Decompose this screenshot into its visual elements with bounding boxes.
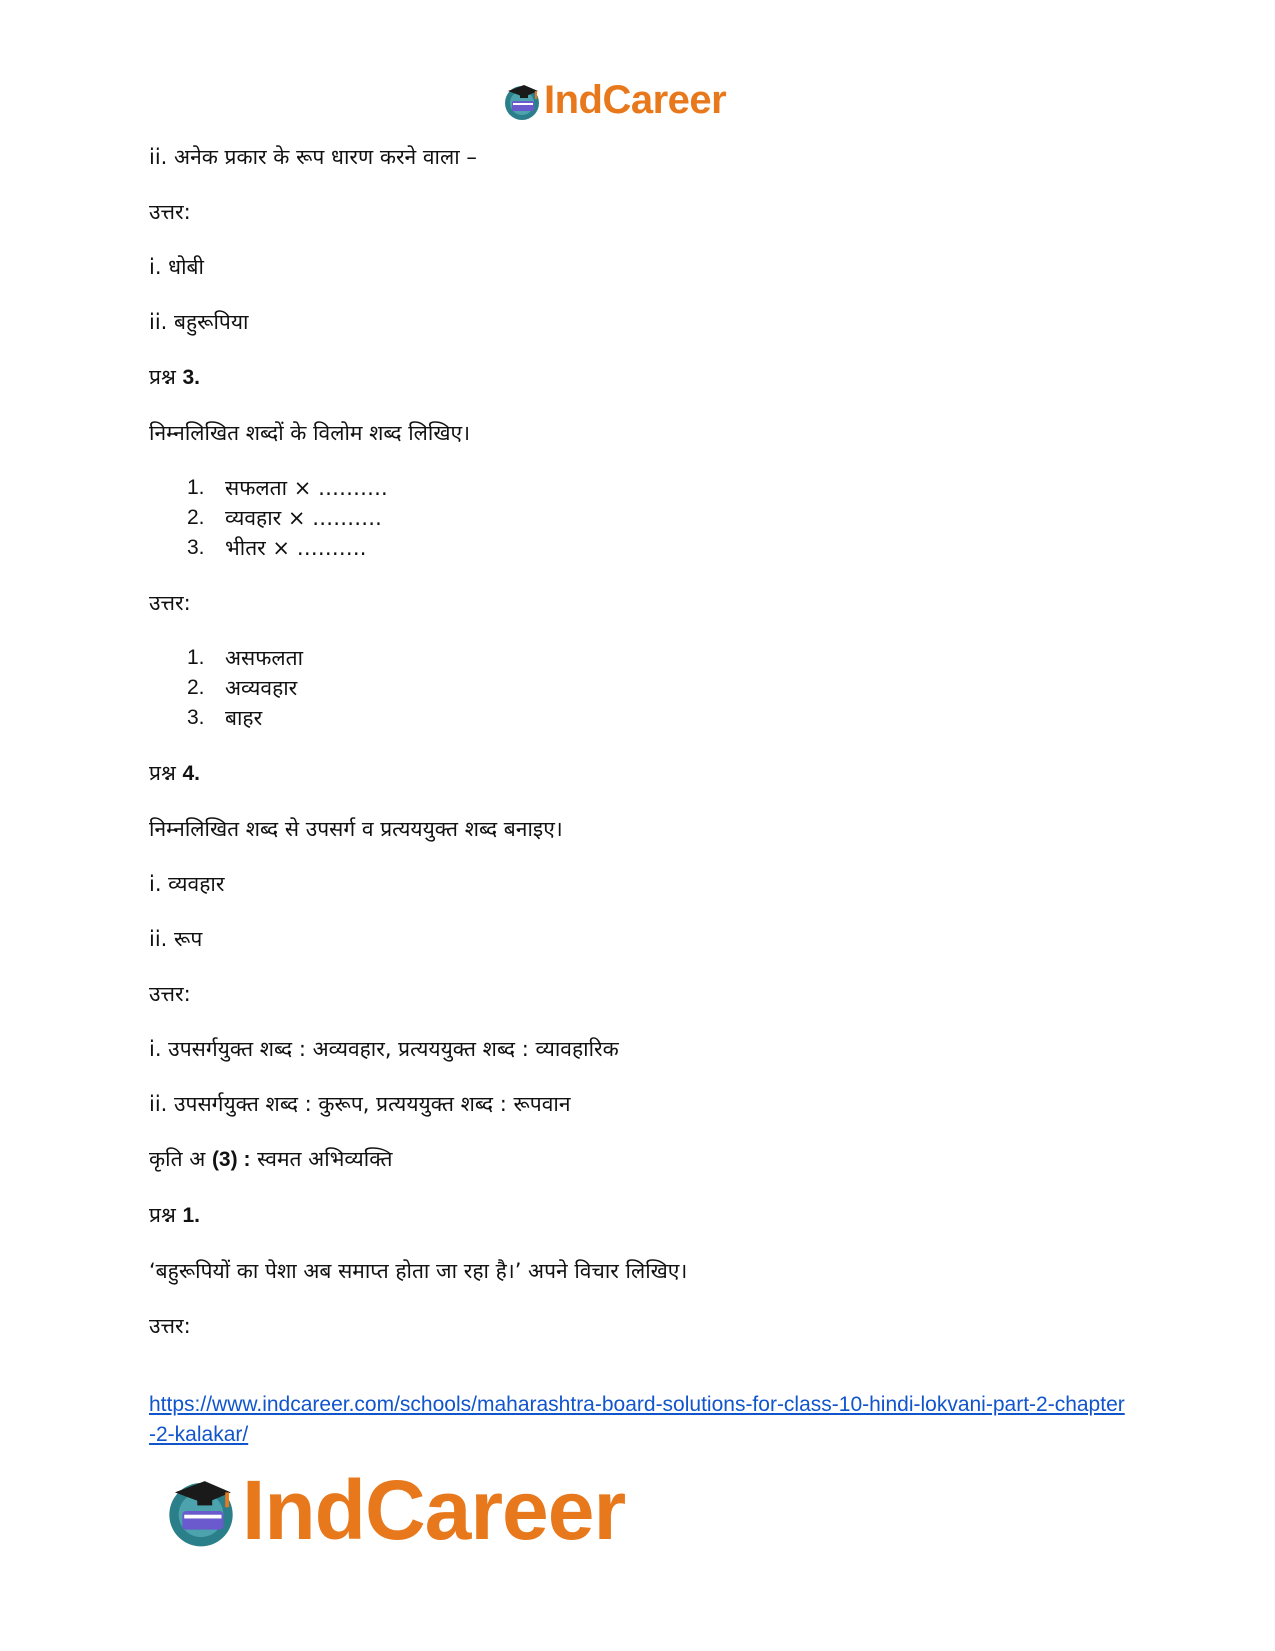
- list-text: अव्यवहार: [225, 676, 298, 700]
- list-text: असफलता: [225, 646, 304, 670]
- list-text: सफलता × ……….: [225, 476, 388, 500]
- question-1-heading: [149, 1200, 1149, 1231]
- question-number: 1.: [182, 1204, 200, 1227]
- list-index: 1.: [187, 646, 205, 669]
- list-item: [149, 673, 1149, 703]
- section-number: (3) :: [211, 1148, 251, 1171]
- list-index: 2.: [187, 676, 205, 699]
- footer-logo: [160, 1462, 625, 1559]
- question-number: 4.: [182, 762, 200, 785]
- question-3-heading: [149, 362, 1149, 393]
- question-label: प्रश्न: [149, 365, 183, 389]
- question-4-text: निम्नलिखित शब्द से उपसर्ग व प्रत्यययुक्त शब्द बनाइए।: [149, 817, 563, 841]
- graduation-globe-icon: [500, 79, 544, 123]
- list-item: [149, 503, 1149, 533]
- question-4-i: i. व्यवहार: [149, 872, 225, 896]
- list-item: [149, 473, 1149, 503]
- question-label: प्रश्न: [149, 761, 183, 785]
- answer-ii: ii. बहुरूपिया: [149, 310, 249, 334]
- answer-label: उत्तर:: [149, 591, 191, 615]
- list-text: व्यवहार × ……….: [225, 506, 382, 530]
- list-item: [149, 643, 1149, 673]
- section-title: स्वमत अभिव्यक्ति: [250, 1147, 393, 1171]
- question-3-answers: [149, 643, 1149, 733]
- logo-text: IndCareer: [544, 78, 727, 122]
- option-ii: ii. अनेक प्रकार के रूप धारण करने वाला –: [149, 145, 477, 169]
- section-prefix: कृति अ: [149, 1147, 212, 1171]
- question-number: 3.: [182, 366, 200, 389]
- section-heading: [149, 1144, 1149, 1175]
- list-index: 2.: [187, 506, 205, 529]
- source-link[interactable]: https://www.indcareer.com/schools/maharashtra-board-solutions-for-class-10-hindi-lokvani-part-2-chapter-2-kalakar/: [149, 1393, 1125, 1446]
- question-4-heading: [149, 758, 1149, 789]
- question-1-text: ‘बहुरूपियों का पेशा अब समाप्त होता जा रहा है।’ अपने विचार लिखिए।: [149, 1259, 688, 1283]
- question-4-answer-ii: ii. उपसर्गयुक्त शब्द : कुरूप, प्रत्यययुक्त शब्द : रूपवान: [149, 1092, 571, 1116]
- list-text: बाहर: [225, 706, 263, 730]
- answer-i: i. धोबी: [149, 255, 204, 279]
- question-3-text: निम्नलिखित शब्दों के विलोम शब्द लिखिए।: [149, 421, 471, 445]
- question-label: प्रश्न: [149, 1203, 183, 1227]
- list-item: [149, 533, 1149, 563]
- list-item: [149, 703, 1149, 733]
- header-logo: [500, 78, 726, 123]
- list-index: 1.: [187, 476, 205, 499]
- document-body: [149, 142, 1149, 1366]
- list-index: 3.: [187, 536, 205, 559]
- question-4-ii: ii. रूप: [149, 927, 203, 951]
- graduation-globe-icon: [160, 1470, 242, 1552]
- answer-label: उत्तर:: [149, 200, 191, 224]
- list-text: भीतर × ……….: [225, 536, 367, 560]
- answer-label: उत्तर:: [149, 982, 191, 1006]
- question-4-answer-i: i. उपसर्गयुक्त शब्द : अव्यवहार, प्रत्यययुक्त शब्द : व्यावहारिक: [149, 1037, 619, 1061]
- answer-label: उत्तर:: [149, 1314, 191, 1338]
- question-3-list: [149, 473, 1149, 563]
- logo-text: IndCareer: [242, 1463, 626, 1557]
- list-index: 3.: [187, 706, 205, 729]
